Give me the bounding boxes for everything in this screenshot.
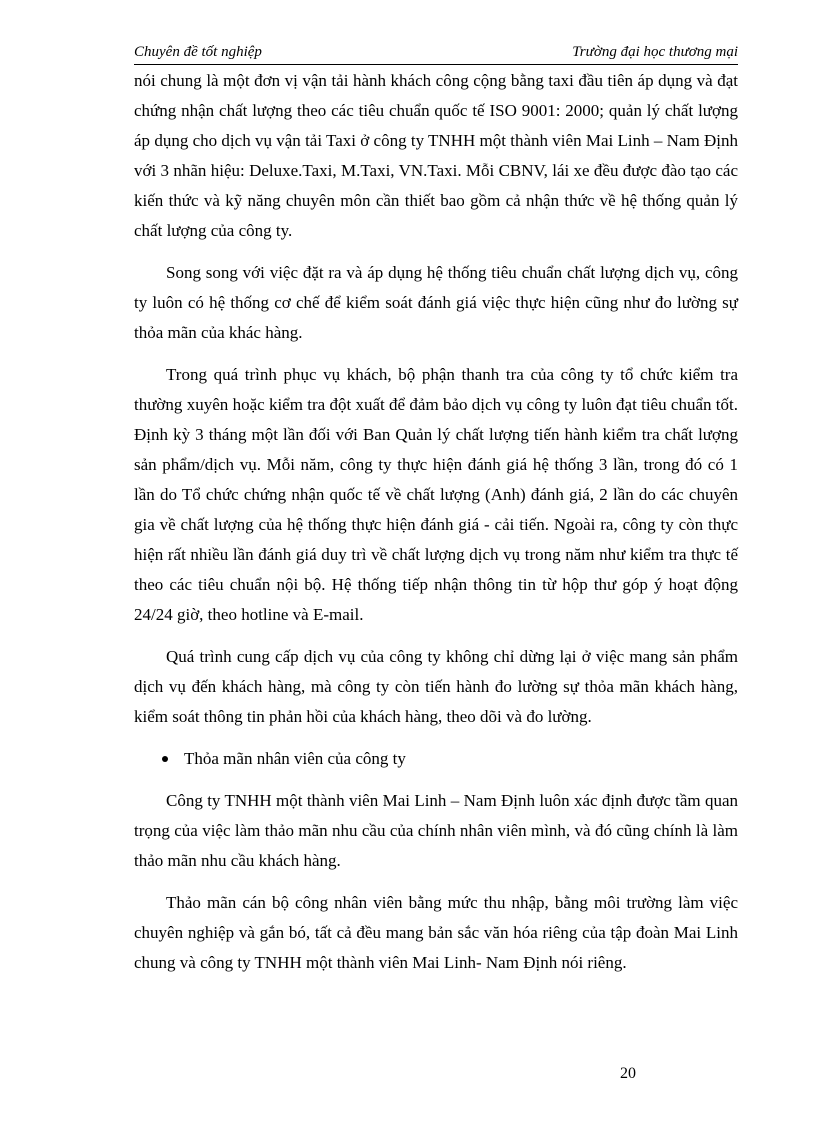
paragraph: Song song với việc đặt ra và áp dụng hệ thống tiêu chuẩn chất lượng dịch vụ, công ty luôn có hệ thống cơ chế để kiểm soát đánh giá việc thực hiện cũng như đo lường sự thỏa mãn của khác hàng. [134, 263, 738, 342]
header-left: Chuyên đề tốt nghiệp [134, 44, 262, 60]
paragraph: Thảo mãn cán bộ công nhân viên bằng mức thu nhập, bằng môi trường làm việc chuyên nghiệp và gắn bó, tất cả đều mang bản sắc văn hóa riêng của tập đoàn Mai Linh chung và công ty TNHH một thành viên Mai Linh- Nam Định nói riêng. [134, 893, 738, 972]
page-header [134, 44, 738, 64]
paragraph: Quá trình cung cấp dịch vụ của công ty không chỉ dừng lại ở việc mang sản phẩm dịch vụ đến khách hàng, mà công ty còn tiến hành đo lường sự thỏa mãn khách hàng, kiểm soát thông tin phản hồi của khách hàng, theo dõi và đo lường. [134, 647, 738, 726]
bullet-text: Thỏa mãn nhân viên của công ty [184, 749, 406, 768]
bullet-dot-icon [162, 756, 168, 762]
header-right: Trường đại học thương mại [572, 44, 738, 60]
paragraph: Công ty TNHH một thành viên Mai Linh – Nam Định luôn xác định được tầm quan trọng của việc làm thảo mãn nhu cầu của chính nhân viên mình, và đó cũng chính là làm thảo mãn nhu cầu khách hàng. [134, 791, 738, 870]
paragraph: Trong quá trình phục vụ khách, bộ phận thanh tra của công ty tổ chức kiểm tra thường xuyên hoặc kiểm tra đột xuất để đảm bảo dịch vụ công ty luôn đạt tiêu chuẩn tốt. Định kỳ 3 tháng một lần đối với Ban Quản lý chất lượng tiến hành kiểm tra chất lượng sản phẩm/dịch vụ. Mỗi năm, công ty thực hiện đánh giá hệ thống 3 lần, trong đó có 1 lần do Tổ chức chứng nhận quốc tế về chất lượng (Anh) đánh giá, 2 lần do các chuyên gia về chất lượng của hệ thống thực hiện đánh giá - cải tiến. Ngoài ra, công ty còn thực hiện rất nhiều lần đánh giá duy trì về chất lượng dịch vụ trong năm như kiểm tra thực tế theo các tiêu chuẩn nội bộ. Hệ thống tiếp nhận thông tin từ hộp thư góp ý hoạt động 24/24 giờ, theo hotline và E-mail. [134, 365, 738, 624]
paragraph-continued: nói chung là một đơn vị vận tải hành khách công cộng bằng taxi đầu tiên áp dụng và đạt chứng nhận chất lượng theo các tiêu chuẩn quốc tế ISO 9001: 2000; quản lý chất lượng áp dụng cho dịch vụ vận tải Taxi ở công ty TNHH một thành viên Mai Linh – Nam Định với 3 nhãn hiệu: Deluxe.Taxi, M.Taxi, VN.Taxi. Mỗi CBNV, lái xe đều được đào tạo các kiến thức và kỹ năng chuyên môn cần thiết bao gồm cả nhận thức về hệ thống quản lý chất lượng của công ty. [134, 71, 738, 240]
header-rule [134, 64, 738, 65]
bullet-item [134, 744, 738, 774]
document-body [134, 66, 738, 978]
page-number: 20 [620, 1065, 636, 1082]
